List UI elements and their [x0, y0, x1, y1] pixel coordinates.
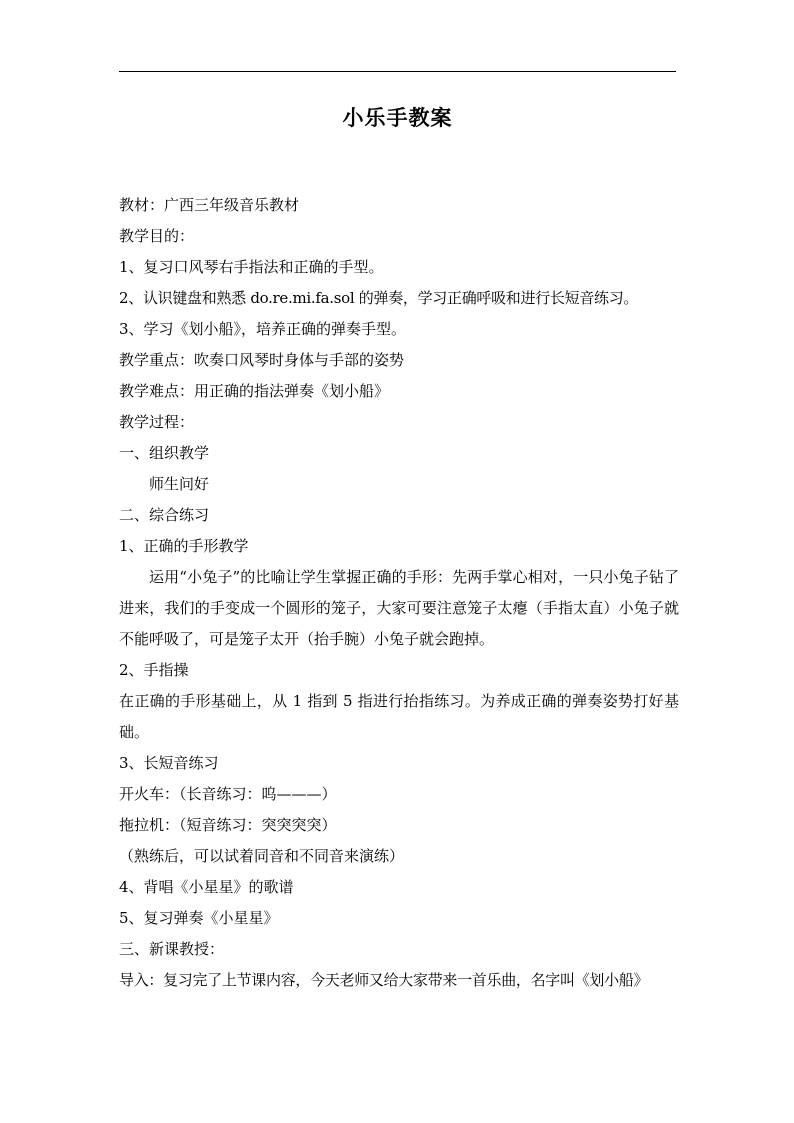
greeting-line: 师生问好	[149, 475, 210, 493]
item-2-paragraph: 在正确的手形基础上，从 1 指到 5 指进行抬指练习。为养成正确的弹奏姿势打好基础。	[119, 692, 679, 741]
tractor-line: 拖拉机：（短音练习：突突突突）	[119, 816, 337, 834]
intro-line: 导入：复习完了上节课内容，今天老师又给大家带来一首乐曲，名字叫《划小船》	[119, 971, 649, 989]
item-3-heading: 3、长短音练习	[119, 754, 219, 772]
train-line: 开火车：（长音练习：呜———）	[119, 785, 337, 803]
document-body	[119, 190, 679, 996]
item-1-heading: 1、正确的手形教学	[119, 537, 249, 555]
section-3-heading: 三、新课教授：	[119, 940, 225, 958]
objective-3: 3、学习《划小船》，培养正确的弹奏手型。	[119, 320, 407, 338]
material-line: 教材：广西三年级音乐教材	[119, 196, 300, 214]
key-point-line: 教学重点：吹奏口风琴时身体与手部的姿势	[119, 351, 405, 369]
item-2-heading: 2、手指操	[119, 661, 189, 679]
item-5-heading: 5、复习弹奏《小星星》	[119, 909, 279, 927]
document-title: 小乐手教案	[342, 105, 453, 130]
process-heading: 教学过程：	[119, 413, 195, 431]
objective-2: 2、认识键盘和熟悉 do.re.mi.fa.sol 的弹奏，学习正确呼吸和进行长短音练习。	[119, 289, 639, 307]
difficulty-line: 教学难点：用正确的指法弹奏《划小船》	[119, 382, 390, 400]
objective-1: 1、复习口风琴右手指法和正确的手型。	[119, 258, 384, 276]
objectives-heading: 教学目的：	[119, 227, 195, 245]
section-2-heading: 二、综合练习	[119, 506, 210, 524]
section-1-heading: 一、组织教学	[119, 444, 210, 462]
practice-note-line: （熟练后，可以试着同音和不同音来演练）	[119, 847, 405, 865]
item-4-heading: 4、背唱《小星星》的歌谱	[119, 878, 294, 896]
header-rule	[119, 71, 676, 72]
item-1-paragraph: 运用“小兔子”的比喻让学生掌握正确的手形：先两手掌心相对，一只小兔子钻了进来，我们的手变成一个圆形的笼子，大家可要注意笼子太瘪（手指太直）小兔子就不能呼吸了，可是笼子太开（抬手腕）小兔子就会跑掉。	[119, 568, 679, 648]
